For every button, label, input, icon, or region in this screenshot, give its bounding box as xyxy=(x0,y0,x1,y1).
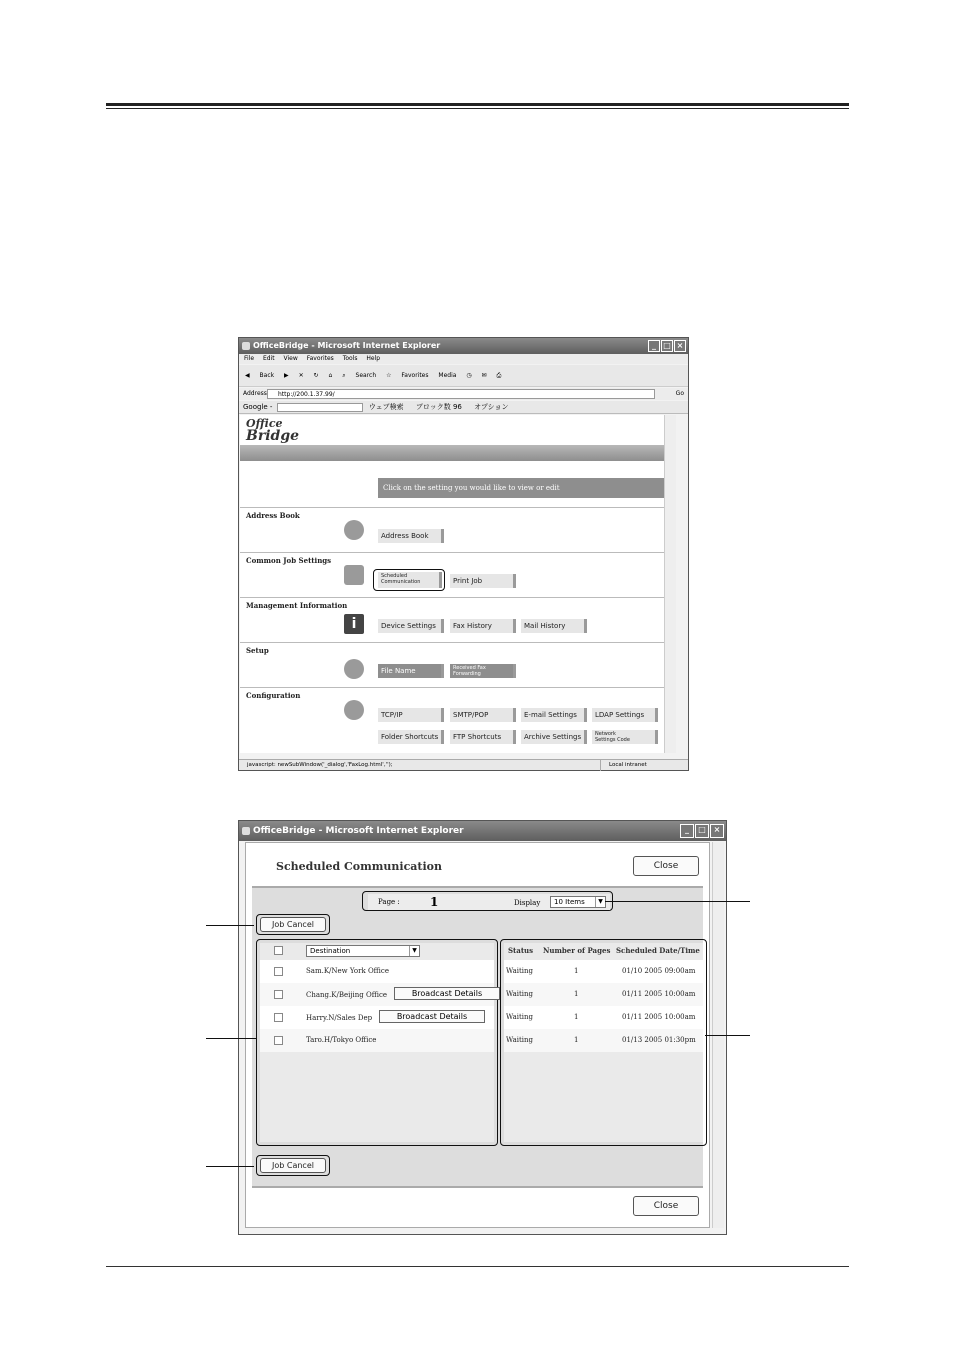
google-options[interactable]: オプション xyxy=(474,403,509,411)
callout-line-status-pane xyxy=(705,1035,750,1036)
menu-bar xyxy=(239,354,688,364)
back-button[interactable]: Back xyxy=(259,372,275,379)
google-label: Google - xyxy=(243,403,273,411)
broadcast-details-button[interactable]: Broadcast Details xyxy=(379,1010,485,1023)
datetime-cell: 01/13 2005 01:30pm xyxy=(622,1036,696,1044)
ftp-shortcuts-link[interactable]: FTP Shortcuts xyxy=(450,730,516,744)
back-icon[interactable]: ◀ xyxy=(245,372,250,379)
status-header: Status xyxy=(508,946,534,955)
job-list-panel xyxy=(252,886,703,1188)
section-address-book xyxy=(240,507,664,552)
ldap-settings-link[interactable]: LDAP Settings xyxy=(592,708,658,722)
menu-edit[interactable]: Edit xyxy=(262,355,275,362)
address-bar xyxy=(239,388,688,400)
table-row xyxy=(504,983,703,1006)
network-settings-code-link[interactable]: Network Settings Code xyxy=(592,730,658,744)
media-button[interactable]: Media xyxy=(438,372,457,379)
officebridge-logo: Office Bridge xyxy=(246,417,300,444)
browser-title: OfficeBridge - Microsoft Internet Explorer xyxy=(253,341,441,350)
stop-icon[interactable]: ✕ xyxy=(298,372,304,379)
ie-icon xyxy=(242,342,250,350)
status-cell: Waiting xyxy=(506,1036,534,1044)
search-button[interactable]: Search xyxy=(355,372,377,379)
destination-cell: Sam.K/New York Office xyxy=(306,967,389,975)
section-title: Setup xyxy=(246,646,269,655)
table-row xyxy=(260,960,494,983)
table-row xyxy=(260,1006,494,1029)
dialog-window xyxy=(238,820,727,1235)
pages-cell: 1 xyxy=(574,990,579,998)
email-settings-link[interactable]: E-mail Settings xyxy=(521,708,587,722)
print-icon[interactable]: ⎙ xyxy=(496,372,502,379)
header-rule-thick xyxy=(106,103,849,106)
print-job-link[interactable]: Print Job xyxy=(450,574,516,588)
row-checkbox[interactable] xyxy=(274,967,283,976)
address-book-link[interactable]: Address Book xyxy=(378,529,444,543)
broadcast-details-button[interactable]: Broadcast Details xyxy=(394,987,500,1000)
vertical-scrollbar[interactable] xyxy=(664,415,676,753)
destination-cell: Chang.K/Beijing Office xyxy=(306,991,388,999)
datetime-header: Scheduled Date/Time xyxy=(616,946,700,955)
google-web-search[interactable]: ウェブ検索 xyxy=(368,403,404,411)
close-icon[interactable]: × xyxy=(710,824,724,838)
search-icon[interactable]: ⌕ xyxy=(342,372,346,379)
datetime-cell: 01/11 2005 10:00am xyxy=(622,1013,696,1021)
display-select[interactable]: 10 Items ▼ xyxy=(550,896,606,908)
status-cell: Waiting xyxy=(506,967,534,975)
status-pane xyxy=(504,943,703,1142)
datetime-cell: 01/10 2005 09:00am xyxy=(622,967,696,975)
dialog-title: OfficeBridge - Microsoft Internet Explorer xyxy=(253,826,464,836)
scheduled-communication-link[interactable]: Scheduled Communication xyxy=(378,572,442,588)
pages-header: Number of Pages xyxy=(543,946,611,955)
fax-history-link[interactable]: Fax History xyxy=(450,619,516,633)
menu-help[interactable]: Help xyxy=(366,355,381,362)
callout-line-pager xyxy=(605,901,750,902)
menu-tools[interactable]: Tools xyxy=(342,355,358,362)
page-label: Page : xyxy=(378,898,400,906)
status-bar xyxy=(239,759,688,770)
file-name-link[interactable]: File Name xyxy=(378,664,444,678)
person-icon xyxy=(344,520,364,540)
menu-favorites[interactable]: Favorites xyxy=(306,355,334,362)
row-checkbox[interactable] xyxy=(274,1036,283,1045)
address-label: Address xyxy=(243,390,267,397)
chevron-down-icon: ▼ xyxy=(595,897,605,907)
hint-bar: Click on the setting you would like to view or edit xyxy=(378,478,672,498)
destination-pane xyxy=(260,943,494,1142)
pages-cell: 1 xyxy=(574,967,579,975)
header-rule-thin xyxy=(106,108,849,109)
display-label: Display xyxy=(514,899,541,907)
section-title: Management Information xyxy=(246,601,348,610)
minimize-icon[interactable]: _ xyxy=(648,340,660,352)
job-cancel-button-bottom[interactable]: Job Cancel xyxy=(260,1158,326,1173)
page-number: 1 xyxy=(430,895,439,909)
pager-bar xyxy=(368,894,610,910)
datetime-cell: 01/11 2005 10:00am xyxy=(622,990,696,998)
browser-window xyxy=(238,337,689,771)
chevron-down-icon: ▼ xyxy=(409,946,419,956)
page-content xyxy=(240,415,676,753)
table-row xyxy=(260,1029,494,1052)
job-settings-icon xyxy=(344,565,364,585)
dialog-heading: Scheduled Communication xyxy=(276,860,442,873)
go-button[interactable]: Go xyxy=(675,390,684,397)
address-input[interactable]: http://200.1.37.99/ xyxy=(267,389,655,399)
history-icon[interactable]: ◷ xyxy=(466,372,472,379)
browser-title-bar xyxy=(239,338,688,354)
favorites-button[interactable]: Favorites xyxy=(401,372,429,379)
job-cancel-button-top[interactable]: Job Cancel xyxy=(260,917,326,932)
footer-rule xyxy=(106,1266,849,1267)
callout-line-job-cancel-bottom xyxy=(206,1166,254,1167)
callout-line-job-cancel-top xyxy=(206,925,254,926)
browser-toolbar xyxy=(239,365,688,387)
destination-select[interactable]: Destination ▼ xyxy=(306,945,420,957)
dialog-body xyxy=(245,842,710,1228)
pages-cell: 1 xyxy=(574,1036,579,1044)
favorites-icon[interactable]: ☆ xyxy=(386,372,392,379)
row-checkbox[interactable] xyxy=(274,1013,283,1022)
section-title: Address Book xyxy=(246,511,300,520)
table-row xyxy=(504,1029,703,1052)
status-text: javascript: newSubWindow('_dialog','FaxLog.html',''); xyxy=(247,762,393,768)
google-search-input[interactable] xyxy=(277,403,363,412)
menu-file[interactable]: File xyxy=(244,355,255,362)
status-cell: Waiting xyxy=(506,990,534,998)
section-title: Common Job Settings xyxy=(246,556,332,565)
minimize-icon[interactable]: _ xyxy=(680,824,694,838)
section-title: Configuration xyxy=(246,691,301,700)
mail-history-link[interactable]: Mail History xyxy=(521,619,587,633)
status-cell: Waiting xyxy=(506,1013,534,1021)
close-button-top[interactable]: Close xyxy=(633,856,699,876)
table-row xyxy=(260,983,494,1006)
table-row xyxy=(504,960,703,983)
section-common-job xyxy=(240,552,664,597)
callout-line-destination-pane xyxy=(206,1038,256,1039)
section-management xyxy=(240,597,664,642)
dialog-title-bar xyxy=(239,821,726,841)
google-toolbar xyxy=(239,401,688,414)
close-button-bottom[interactable]: Close xyxy=(633,1196,699,1216)
setup-icon xyxy=(344,659,364,679)
info-icon: i xyxy=(344,614,364,634)
maximize-icon[interactable]: □ xyxy=(661,340,673,352)
destination-cell: Harry.N/Sales Dep xyxy=(306,1014,373,1022)
archive-settings-link[interactable]: Archive Settings xyxy=(521,730,587,744)
mail-icon[interactable]: ✉ xyxy=(481,372,487,379)
section-configuration xyxy=(240,687,664,753)
smtp-pop-link[interactable]: SMTP/POP xyxy=(450,708,516,722)
forward-icon[interactable]: ▶ xyxy=(284,372,289,379)
folder-shortcuts-link[interactable]: Folder Shortcuts xyxy=(378,730,444,744)
menu-view[interactable]: View xyxy=(283,355,298,362)
globe-icon xyxy=(344,700,364,720)
google-block-count[interactable]: ブロック数 96 xyxy=(415,403,462,411)
received-fax-forwarding-link[interactable]: Received Fax Forwarding xyxy=(450,664,516,678)
maximize-icon[interactable]: □ xyxy=(695,824,709,838)
device-settings-link[interactable]: Device Settings xyxy=(378,619,444,633)
refresh-icon[interactable]: ↻ xyxy=(313,372,319,379)
security-zone: Local intranet xyxy=(600,760,684,771)
section-setup xyxy=(240,642,664,687)
pages-cell: 1 xyxy=(574,1013,579,1021)
header-banner xyxy=(240,445,664,461)
destination-cell: Taro.H/Tokyo Office xyxy=(306,1036,377,1044)
home-icon[interactable]: ⌂ xyxy=(328,372,333,379)
tcpip-link[interactable]: TCP/IP xyxy=(378,708,444,722)
row-checkbox[interactable] xyxy=(274,990,283,999)
select-all-checkbox[interactable] xyxy=(274,946,283,955)
close-icon[interactable]: × xyxy=(674,340,686,352)
table-row xyxy=(504,1006,703,1029)
ie-icon xyxy=(242,827,250,835)
